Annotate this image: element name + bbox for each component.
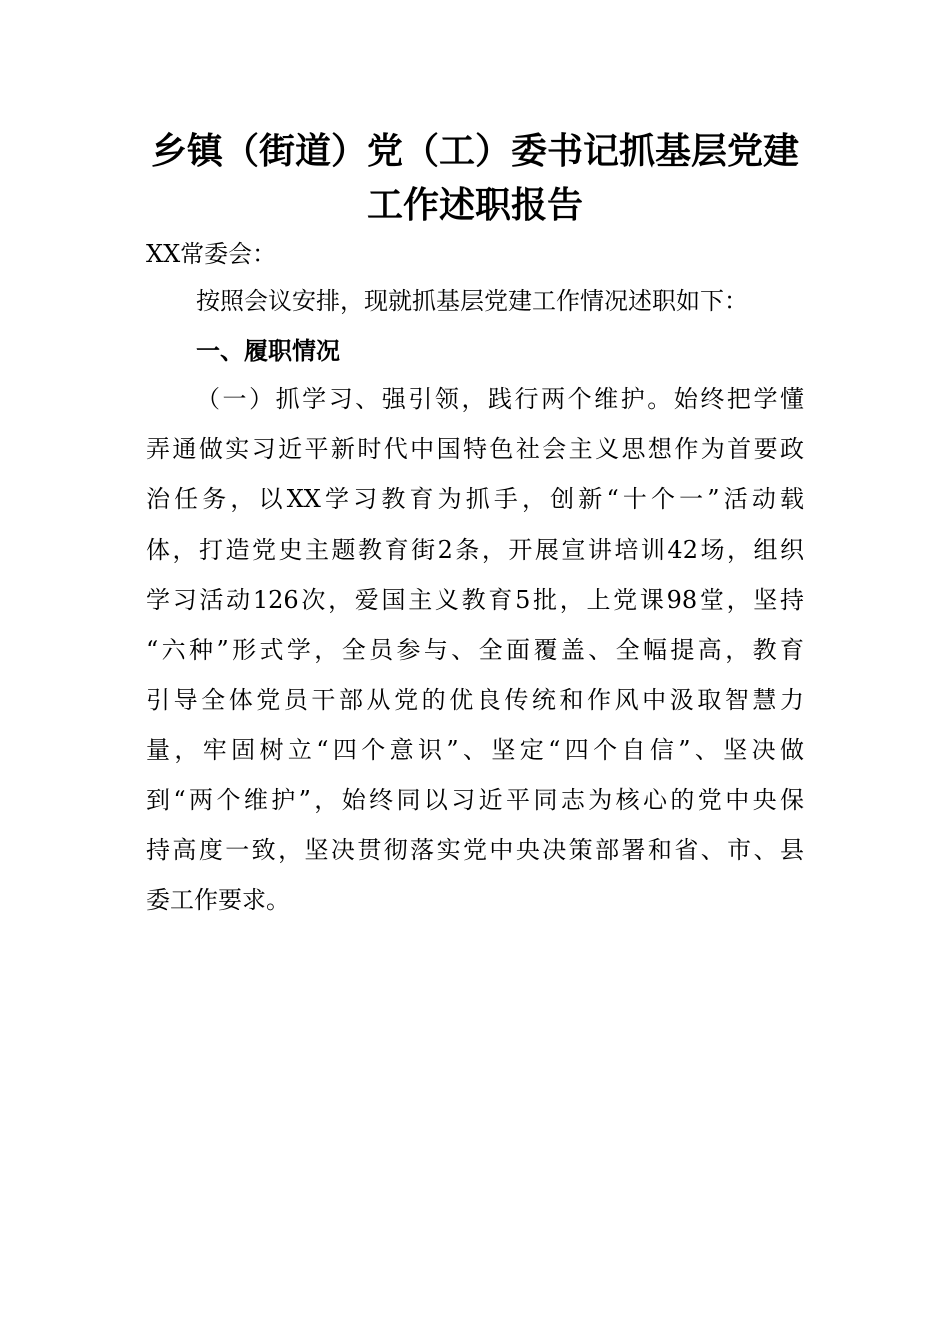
- section-heading: 一、履职情况: [196, 337, 340, 365]
- paragraph-line: 量，牢固树立“四个意识”、坚定“四个自信”、坚决做: [146, 736, 804, 764]
- paragraph-line: 引导全体党员干部从党的优良传统和作风中汲取智慧力: [146, 686, 804, 714]
- intro-paragraph: 按照会议安排，现就抓基层党建工作情况述职如下：: [196, 287, 748, 315]
- paragraph-line: 学习活动126次，爱国主义教育5批，上党课98堂，坚持: [146, 586, 804, 614]
- paragraph-line: 到“两个维护”，始终同以习近平同志为核心的党中央保: [146, 786, 804, 814]
- paragraph-line: 持高度一致，坚决贯彻落实党中央决策部署和省、市、县: [146, 836, 804, 864]
- paragraph-line: 体，打造党史主题教育街2条，开展宣讲培训42场，组织: [146, 536, 804, 564]
- paragraph-line: 弄通做实习近平新时代中国特色社会主义思想作为首要政: [146, 435, 804, 463]
- salutation: XX常委会：: [146, 240, 277, 268]
- paragraph-line: （一）抓学习、强引领，践行两个维护。始终把学懂: [196, 385, 804, 413]
- paragraph-line: 委工作要求。: [146, 886, 290, 914]
- document-title-line-1: 乡镇（街道）党（工）委书记抓基层党建: [150, 131, 799, 172]
- paragraph-line: 治任务，以XX学习教育为抓手，创新“十个一”活动载: [146, 485, 804, 513]
- paragraph-line: “六种”形式学，全员参与、全面覆盖、全幅提高，教育: [146, 636, 804, 664]
- document-title-line-2: 工作述职报告: [366, 185, 583, 226]
